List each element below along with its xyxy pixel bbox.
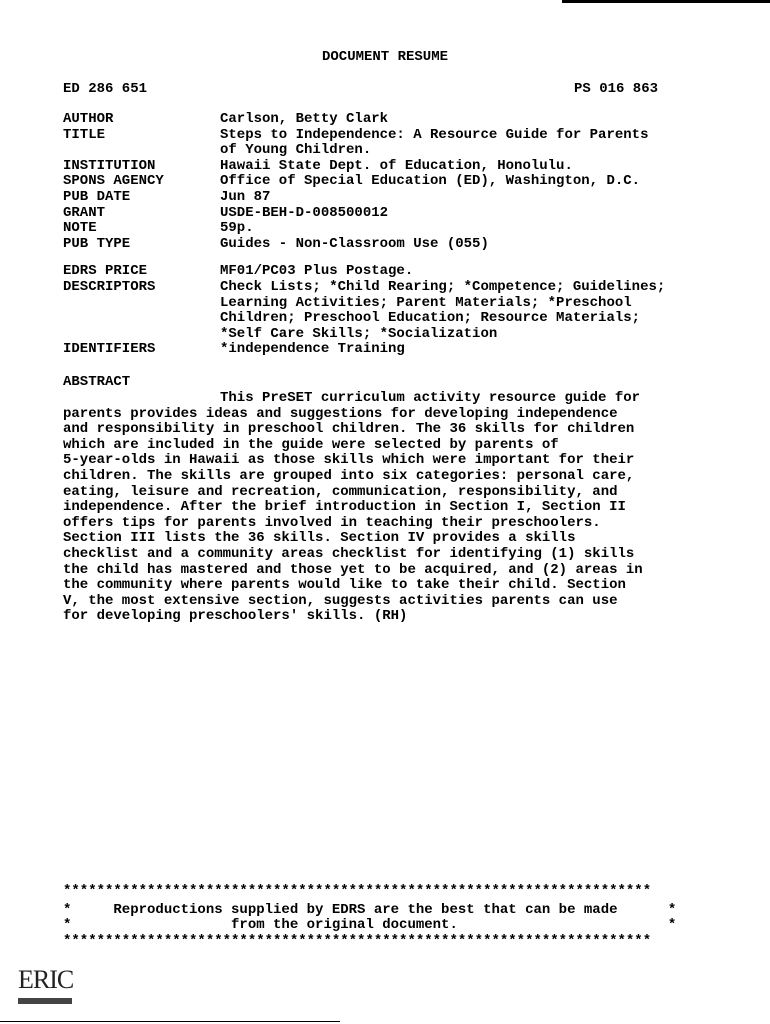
metadata-value: MF01/PC03 Plus Postage. [220, 263, 414, 280]
scan-bottom-line [0, 1021, 340, 1022]
abstract-label: ABSTRACT [63, 374, 131, 390]
eric-logo-strip [18, 998, 72, 1004]
metadata-row [63, 112, 665, 128]
metadata-value: *Self Care Skills; *Socialization [220, 325, 498, 342]
metadata-row [63, 206, 665, 222]
abstract-line: V, the most extensive section, suggests activities parents can use [63, 592, 618, 609]
metadata-key: IDENTIFIERS [63, 341, 156, 358]
abstract-line: the community where parents would like to take their child. Section [63, 577, 626, 594]
metadata-row [63, 237, 665, 253]
metadata-row [63, 296, 665, 312]
metadata-row [63, 143, 665, 159]
metadata-value: 59p. [220, 220, 254, 237]
abstract-line: independence. After the brief introduction in Section I, Section II [63, 499, 626, 516]
abstract-body [63, 391, 763, 625]
metadata-key: TITLE [63, 126, 106, 143]
abstract-line: which are included in the guide were selected by parents of [63, 436, 559, 453]
abstract-line: the child has mastered and those yet to be acquired, and (2) areas in [63, 561, 643, 578]
page-title: DOCUMENT RESUME [321, 49, 449, 65]
scan-edge-bar [562, 0, 770, 3]
metadata-value: USDE-BEH-D-008500012 [220, 204, 389, 221]
abstract-line: This PreSET curriculum activity resource guide for [220, 390, 641, 406]
metadata-key: PUB DATE [63, 188, 131, 205]
metadata-row [63, 311, 665, 327]
abstract-line: checklist and a community areas checklist for identifying (1) skills [63, 545, 635, 562]
abstract-line: 5-year-olds in Hawaii as those skills which were important for their [63, 452, 635, 469]
metadata-value: of Young Children. [220, 142, 372, 159]
metadata-row [63, 190, 665, 206]
metadata-value: Jun 87 [220, 188, 271, 205]
metadata-key: DESCRIPTORS [63, 278, 156, 295]
footer-reproduction-line-2: * from the original document. * [63, 917, 677, 933]
abstract-line: parents provides ideas and suggestions for developing independence [63, 405, 618, 422]
metadata-key [63, 143, 220, 159]
abstract-line: offers tips for parents involved in teaching their preschoolers. [63, 514, 601, 531]
ed-number: ED 286 651 [63, 81, 148, 97]
abstract-line: Section III lists the 36 skills. Section IV provides a skills [63, 530, 576, 547]
metadata-value: Carlson, Betty Clark [220, 111, 389, 127]
metadata-key: INSTITUTION [63, 157, 156, 174]
metadata-key [63, 296, 220, 312]
metadata-value: Hawaii State Dept. of Education, Honolulu. [220, 157, 573, 174]
footer-stars-bottom: ********************************************************************** [63, 933, 652, 949]
metadata-value: Steps to Independence: A Resource Guide for Parents [220, 126, 649, 143]
metadata-value: Children; Preschool Education; Resource Materials; [220, 310, 641, 327]
abstract-line: and responsibility in preschool children. The 36 skills for children [63, 421, 635, 438]
abstract-line: eating, leisure and recreation, communication, responsibility, and [63, 483, 618, 500]
metadata-row [63, 174, 665, 190]
metadata-value: Check Lists; *Child Rearing; *Competence; Guidelines; [220, 278, 666, 295]
footer-reproduction-line-1: * Reproductions supplied by EDRS are the best that can be made * [63, 902, 677, 918]
metadata-row [63, 221, 665, 237]
ps-number: PS 016 863 [574, 81, 659, 97]
metadata-value: Learning Activities; Parent Materials; *Preschool [220, 294, 632, 311]
metadata-value: *independence Training [220, 341, 405, 358]
metadata-key: NOTE [63, 220, 97, 237]
metadata-value: Office of Special Education (ED), Washington, D.C. [220, 173, 641, 190]
metadata-key: EDRS PRICE [63, 263, 148, 280]
metadata-key: GRANT [63, 204, 106, 221]
metadata-row [63, 159, 665, 175]
abstract-line: children. The skills are grouped into six categories: personal care, [63, 467, 635, 484]
metadata-table [63, 112, 665, 358]
metadata-key: SPONS AGENCY [63, 173, 164, 190]
metadata-key: AUTHOR [63, 111, 114, 127]
metadata-row [63, 342, 665, 358]
eric-logo-text: ERIC [18, 965, 74, 994]
abstract-line: for developing preschoolers' skills. (RH) [63, 608, 408, 625]
metadata-key [63, 327, 220, 343]
metadata-row [63, 128, 665, 144]
metadata-value: Guides - Non-Classroom Use (055) [220, 235, 489, 252]
footer-stars-top: ********************************************************************** [63, 883, 652, 899]
metadata-key: PUB TYPE [63, 235, 131, 252]
eric-logo [18, 965, 74, 1004]
metadata-row [63, 264, 665, 280]
metadata-row [63, 327, 665, 343]
metadata-row [63, 280, 665, 296]
metadata-key [63, 311, 220, 327]
